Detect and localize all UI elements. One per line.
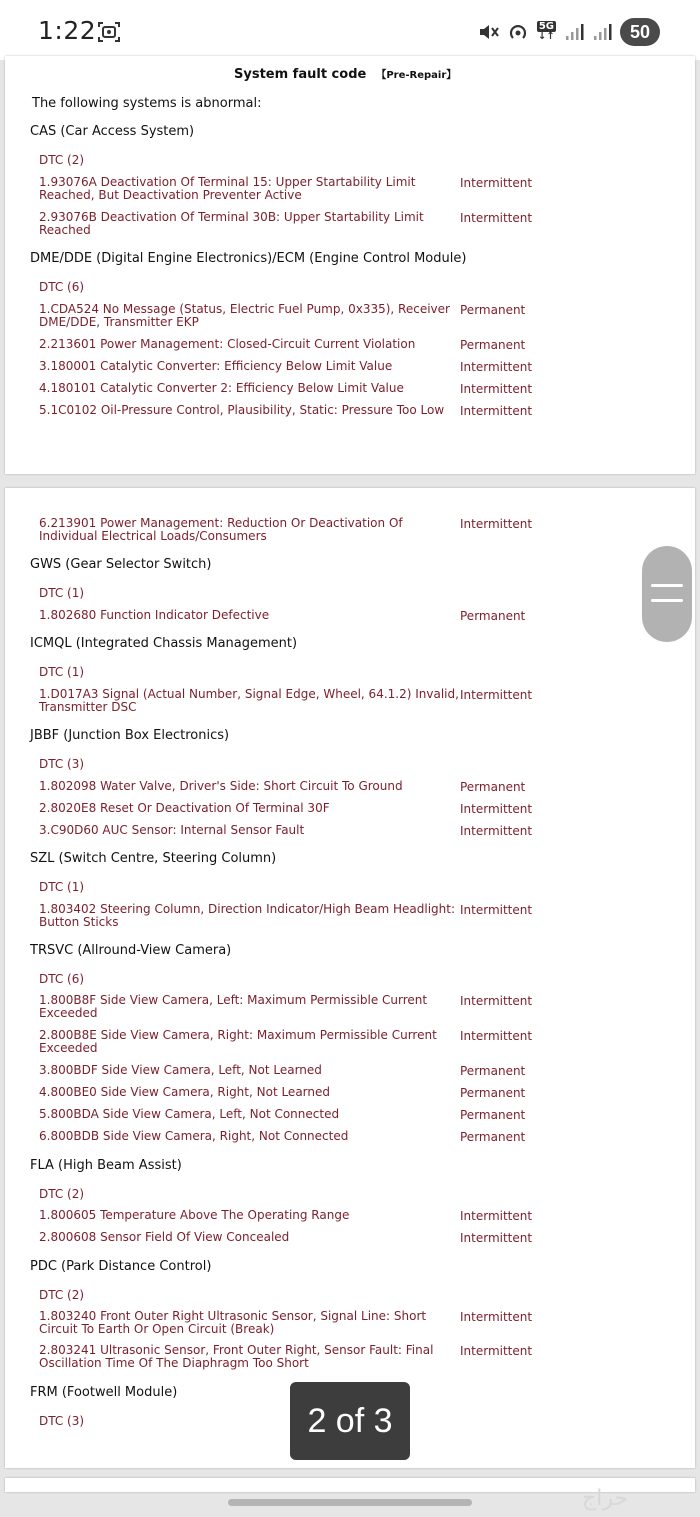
system-name: TRSVC (Allround-View Camera) [30,943,232,958]
fault-status: Intermittent [460,903,533,917]
report-title: System fault code 【Pre-Repair】 [234,67,457,82]
document-page-1 [5,56,695,474]
document-page-2 [5,488,695,1468]
intro-text: The following systems is abnormal: [32,96,262,111]
system-name: GWS (Gear Selector Switch) [30,557,212,572]
system-name: CAS (Car Access System) [30,124,195,139]
fault-description: 4.800BE0 Side View Camera, Right, Not Learned [39,1085,330,1099]
fault-description: 2.213601 Power Management: Closed-Circuit Current Violation [39,337,416,351]
status-bar [0,0,700,60]
system-name: FRM (Footwell Module) [30,1385,178,1400]
fault-status: Permanent [460,338,526,352]
system-name: ICMQL (Integrated Chassis Management) [30,636,298,651]
fault-status: Intermittent [460,404,533,418]
network-type-icon: 5G ↓↑ [538,21,555,42]
fault-description: 3.180001 Catalytic Converter: Efficiency Below Limit Value [39,359,393,373]
home-indicator[interactable] [228,1499,472,1506]
fault-description: 5.1C0102 Oil-Pressure Control, Plausibility, Static: Pressure Too Low [39,403,445,417]
dtc-count: DTC (2) [39,1187,85,1201]
fault-description: 5.800BDA Side View Camera, Left, Not Connected [39,1107,340,1121]
fault-description: 3.C90D60 AUC Sensor: Internal Sensor Fault [39,823,305,837]
fault-status: Intermittent [460,176,533,190]
dtc-count: DTC (3) [39,1414,85,1428]
hotspot-icon [507,21,529,43]
fault-status: Permanent [460,1086,526,1100]
fault-description: 2.800608 Sensor Field Of View Concealed [39,1230,290,1244]
fault-status: Intermittent [460,211,533,225]
fault-description: 2.93076B Deactivation Of Terminal 30B: Upper Startability Limit Reached [39,210,424,237]
fault-status: Intermittent [460,1209,533,1223]
fault-description: 2.8020E8 Reset Or Deactivation Of Terminal 30F [39,801,330,815]
screenshot-icon [97,20,121,44]
dtc-count: DTC (1) [39,586,85,600]
system-name: DME/DDE (Digital Engine Electronics)/ECM (Engine Control Module) [30,251,467,266]
system-name: FLA (High Beam Assist) [30,1158,182,1173]
fault-status: Intermittent [460,1310,533,1324]
mute-icon [477,21,499,43]
system-name: PDC (Park Distance Control) [30,1259,212,1274]
dtc-count: DTC (6) [39,280,85,294]
fault-description: 1.803240 Front Outer Right Ultrasonic Sensor, Signal Line: Short Circuit To Earth Or Open Circuit (Break) [39,1309,427,1336]
fault-status: Permanent [460,303,526,317]
dtc-count: DTC (2) [39,153,85,167]
fault-status: Permanent [460,1130,526,1144]
fault-description: 2.800B8E Side View Camera, Right: Maximum Permissible Current Exceeded [39,1028,437,1055]
system-name: SZL (Switch Centre, Steering Column) [30,851,277,866]
signal-strength-2-icon [592,22,612,42]
fault-description: 2.803241 Ultrasonic Sensor, Front Outer Right, Sensor Fault: Final Oscillation Time Of The Diaphragm Too Short [39,1343,434,1370]
fault-description: 1.93076A Deactivation Of Terminal 15: Upper Startability Limit Reached, But Deactivation Preventer Active [39,175,416,202]
fault-status: Intermittent [460,994,533,1008]
fault-status: Permanent [460,780,526,794]
fault-description: 6.213901 Power Management: Reduction Or Deactivation Of Individual Electrical Loads/Consumers [39,516,403,543]
watermark: حراج [582,1486,629,1511]
page-indicator: 2 of 3 [290,1382,410,1460]
fault-status: Intermittent [460,517,533,531]
fault-description: 6.800BDB Side View Camera, Right, Not Connected [39,1129,349,1143]
fault-status: Intermittent [460,688,533,702]
fault-status: Intermittent [460,802,533,816]
fault-status: Intermittent [460,824,533,838]
fault-status: Intermittent [460,1029,533,1043]
fault-description: 1.CDA524 No Message (Status, Electric Fuel Pump, 0x335), Receiver DME/DDE, Transmitter EKP [39,302,450,329]
fault-status: Intermittent [460,360,533,374]
dtc-count: DTC (2) [39,1288,85,1302]
fault-status: Permanent [460,1064,526,1078]
fault-status: Permanent [460,609,526,623]
fault-status: Intermittent [460,1231,533,1245]
system-name: JBBF (Junction Box Electronics) [30,728,230,743]
signal-strength-icon [564,22,584,42]
fault-status: Permanent [460,1108,526,1122]
dtc-count: DTC (6) [39,972,85,986]
fault-description: 1.D017A3 Signal (Actual Number, Signal Edge, Wheel, 64.1.2) Invalid, Transmitter DSC [39,687,459,714]
dtc-count: DTC (1) [39,665,85,679]
fault-status: Intermittent [460,382,533,396]
fault-description: 1.800B8F Side View Camera, Left: Maximum Permissible Current Exceeded [39,993,428,1020]
battery-indicator: 50 [620,18,660,46]
report-tag: 【Pre-Repair】 [376,70,457,81]
fault-description: 4.180101 Catalytic Converter 2: Efficiency Below Limit Value [39,381,404,395]
fault-description: 1.803402 Steering Column, Direction Indicator/High Beam Headlight: Button Sticks [39,902,456,929]
fault-description: 1.802680 Function Indicator Defective [39,608,270,622]
fault-description: 1.800605 Temperature Above The Operating Range [39,1208,350,1222]
fault-status: Intermittent [460,1344,533,1358]
fault-description: 3.800BDF Side View Camera, Left, Not Learned [39,1063,322,1077]
clock: 1:22 [38,16,97,45]
fast-scroll-handle[interactable] [642,546,692,642]
dtc-count: DTC (3) [39,757,85,771]
dtc-count: DTC (1) [39,880,85,894]
fault-description: 1.802098 Water Valve, Driver's Side: Short Circuit To Ground [39,779,403,793]
